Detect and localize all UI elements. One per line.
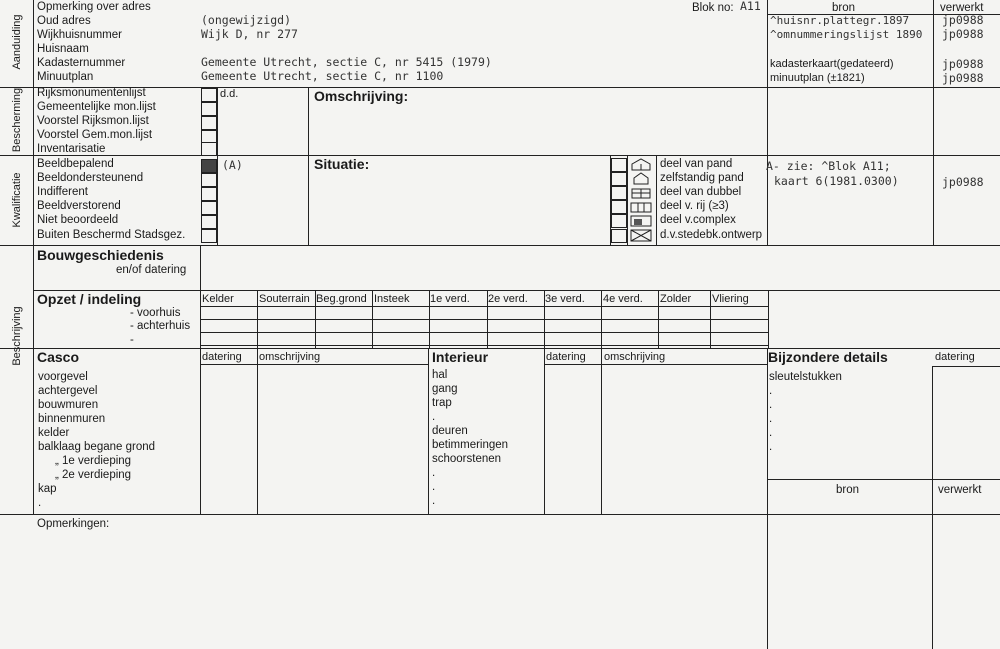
line-bijz-dat <box>932 366 933 649</box>
casco-item: „ 1e verdieping <box>55 455 132 467</box>
aanduiding-label: Huisnaam <box>37 43 89 55</box>
opzet-col-line <box>257 290 258 348</box>
casco-heading: Casco <box>37 349 80 365</box>
opzet-col-line <box>658 290 659 348</box>
aanduiding-label: Wijkhuisnummer <box>37 29 122 41</box>
bron-header: bron <box>832 2 856 14</box>
aanduiding-label: Kadasternummer <box>37 57 126 69</box>
opmerkingen-field[interactable] <box>33 534 763 644</box>
aanduiding-bron: minuutplan (±1821) <box>770 72 865 84</box>
line-omschr-left <box>308 87 309 245</box>
bescherming-label: Voorstel Rijksmon.lijst <box>37 115 149 127</box>
bouwgeschiedenis-heading: Bouwgeschiedenis <box>37 247 164 263</box>
casco-item: binnenmuren <box>38 413 106 425</box>
bescherming-label: Voorstel Gem.mon.lijst <box>37 129 153 141</box>
casco-item: bouwmuren <box>38 399 99 411</box>
aanduiding-label: Opmerking over adres <box>37 1 151 13</box>
dd-label: d.d. <box>220 88 239 100</box>
aanduiding-value: Wijk D, nr 277 <box>201 27 298 41</box>
bescherming-checkbox[interactable] <box>201 102 217 116</box>
line-casco-dat <box>200 348 201 514</box>
kwalificatie-bron: A- zie: ^Blok A11; <box>766 159 891 173</box>
deel-van-dubbel-icon <box>629 186 653 199</box>
bescherming-label: Rijksmonumentenlijst <box>37 87 146 99</box>
situatie-option: deel v. rij (≥3) <box>660 200 729 212</box>
kwalificatie-bron: kaart 6(1981.0300) <box>774 174 899 188</box>
opzet-column: Kelder <box>202 293 234 305</box>
zelfstandig-pand-icon <box>629 172 653 185</box>
casco-item: balklaag begane grond <box>38 441 156 453</box>
bescherming-checkbox[interactable] <box>201 88 217 102</box>
bescherming-checkbox[interactable] <box>201 116 217 130</box>
casco-datering-header: datering <box>202 351 242 363</box>
kwalificatie-label: Indifferent <box>37 186 88 198</box>
opzet-column: 2e verd. <box>488 293 528 305</box>
line-int-left <box>428 348 429 514</box>
interieur-item: trap <box>432 397 452 409</box>
deel-v-complex-icon <box>629 214 653 227</box>
kwalificatie-checkbox-checked[interactable] <box>201 159 217 173</box>
situatie-checkbox[interactable] <box>611 172 627 186</box>
line-sec3 <box>0 245 1000 246</box>
interieur-item: schoorstenen <box>432 453 502 465</box>
casco-item: voorgevel <box>38 371 88 383</box>
situatie-option: zelfstandig pand <box>660 172 744 184</box>
aanduiding-bron: ^omnummeringslijst 1890 <box>770 28 923 41</box>
kwalificatie-mark: (A) <box>222 158 243 172</box>
line-int-oms <box>601 348 602 514</box>
opzet-column: Souterrain <box>259 293 310 305</box>
deel-v-rij-icon <box>629 200 653 213</box>
bijzondere-item: . <box>769 427 773 439</box>
opzet-col-line <box>710 290 711 348</box>
line-opm-top <box>0 514 1000 515</box>
casco-item: „ 2e verdieping <box>55 469 132 481</box>
opzet-col-line <box>200 290 201 348</box>
aanduiding-label: Minuutplan <box>37 71 94 83</box>
interieur-datering-header: datering <box>546 351 586 363</box>
line-int-dat <box>544 348 545 514</box>
bijzondere-item: sleutelstukken <box>769 371 842 383</box>
situatie-option: d.v.stedebk.ontwerp <box>660 229 763 241</box>
interieur-item: . <box>432 495 436 507</box>
interieur-item: . <box>432 467 436 479</box>
interieur-item: deuren <box>432 425 468 437</box>
line-sit-mid <box>627 155 628 245</box>
aanduiding-value: Gemeente Utrecht, sectie C, nr 1100 <box>201 69 444 83</box>
opzet-row-label: - <box>130 334 134 346</box>
situatie-checkbox[interactable] <box>611 200 627 214</box>
casco-item: kelder <box>38 427 70 439</box>
situatie-option: deel v.complex <box>660 214 736 226</box>
bijzondere-datering-header: datering <box>935 351 975 363</box>
aanduiding-verwerkt: jp0988 <box>942 57 984 71</box>
opzet-column: Beg.grond <box>316 293 367 305</box>
line-opzet-r3 <box>200 345 768 346</box>
bijzondere-item: . <box>769 413 773 425</box>
aanduiding-bron: ^huisnr.plattegr.1897 <box>770 14 910 27</box>
aanduiding-label: Oud adres <box>37 15 91 27</box>
opzet-column: Zolder <box>660 293 692 305</box>
blok-label: Blok no: <box>692 2 734 14</box>
side-bescherming: Bescherming <box>11 87 23 153</box>
kwalificatie-checkbox[interactable] <box>201 187 217 201</box>
line-dd-left <box>217 87 218 245</box>
aanduiding-verwerkt: jp0988 <box>942 27 984 41</box>
kwalificatie-checkbox[interactable] <box>201 229 217 243</box>
line-opzet-r2 <box>200 332 768 333</box>
interieur-heading: Interieur <box>432 349 489 365</box>
line-verwerkt-mid <box>933 87 934 245</box>
bescherming-checkbox[interactable] <box>201 142 217 156</box>
bijzondere-heading: Bijzondere details <box>768 349 888 365</box>
opzet-row-label: - voorhuis <box>130 307 181 319</box>
kwalificatie-label: Buiten Beschermd Stadsgez. <box>37 229 186 241</box>
line-sec1 <box>0 87 1000 88</box>
kwalificatie-label: Beeldverstorend <box>37 200 121 212</box>
bijzondere-verwerkt-header: verwerkt <box>938 484 982 496</box>
deel-van-pand-icon <box>629 158 653 171</box>
interieur-omschrijving-header: omschrijving <box>604 351 666 363</box>
line-casco-hdr <box>200 364 428 365</box>
aanduiding-verwerkt: jp0988 <box>942 13 984 27</box>
interieur-item: betimmeringen <box>432 439 509 451</box>
casco-item: . <box>38 497 42 509</box>
bescherming-label: Gemeentelijke mon.lijst <box>37 101 156 113</box>
line-bijz-bron <box>767 479 1000 480</box>
d-v-stedebk-ontwerp-icon <box>629 229 653 242</box>
opzet-column: Insteek <box>374 293 410 305</box>
opzet-column: 4e verd. <box>603 293 643 305</box>
interieur-item: . <box>432 411 436 423</box>
line-bron-left-top <box>767 0 768 88</box>
aanduiding-value: Gemeente Utrecht, sectie C, nr 5415 (1979) <box>201 55 492 69</box>
opzet-column: 1e verd. <box>430 293 470 305</box>
kwalificatie-checkbox[interactable] <box>201 173 217 187</box>
kwalificatie-label: Beeldondersteunend <box>37 172 144 184</box>
kwalificatie-label: Beeldbepalend <box>37 158 114 170</box>
datering-label: en/of datering <box>116 264 187 276</box>
line-casco-oms <box>257 348 258 514</box>
aanduiding-verwerkt: jp0988 <box>942 71 984 85</box>
situatie-option: deel van dubbel <box>660 186 742 198</box>
bijzondere-item: . <box>769 441 773 453</box>
casco-item: kap <box>38 483 57 495</box>
side-kwalificatie: Kwalificatie <box>11 172 23 228</box>
side-aanduiding: Aanduiding <box>11 14 23 70</box>
situatie-checkbox[interactable] <box>611 229 627 243</box>
aanduiding-bron: kadasterkaart(gedateerd) <box>770 58 894 70</box>
line-left-margin <box>33 0 34 514</box>
blok-value: A11 <box>740 0 761 13</box>
bijzondere-item: . <box>769 399 773 411</box>
kwalificatie-checkbox[interactable] <box>201 201 217 215</box>
line-bouw-label <box>200 245 201 290</box>
kwalificatie-label: Niet beoordeeld <box>37 214 119 226</box>
interieur-item: gang <box>432 383 458 395</box>
situatie-checkbox[interactable] <box>611 214 627 228</box>
line-opzet-top <box>33 290 1000 291</box>
opzet-column: Vliering <box>712 293 749 305</box>
line-opzet-hdr <box>200 306 768 307</box>
opzet-col-line <box>601 290 602 348</box>
verwerkt-header: verwerkt <box>940 2 984 14</box>
interieur-item: hal <box>432 369 448 381</box>
opzet-col-line <box>372 290 373 348</box>
bijzondere-bron-header: bron <box>836 484 860 496</box>
line-verwerkt-left-top <box>933 0 934 88</box>
side-beschrijving: Beschrijving <box>11 306 23 366</box>
interieur-item: . <box>432 481 436 493</box>
kwalificatie-checkbox[interactable] <box>201 215 217 229</box>
omschrijving-label: Omschrijving: <box>314 88 409 104</box>
opzet-heading: Opzet / indeling <box>37 291 142 307</box>
kwalificatie-verwerkt: jp0988 <box>942 175 984 189</box>
opzet-col-line <box>768 290 769 348</box>
situatie-checkbox[interactable] <box>611 158 627 172</box>
line-bijz-left <box>767 348 768 649</box>
casco-item: achtergevel <box>38 385 98 397</box>
line-sit-right <box>656 155 657 245</box>
casco-omschrijving-header: omschrijving <box>259 351 321 363</box>
opzet-column: 3e verd. <box>545 293 585 305</box>
opzet-row-label: - achterhuis <box>130 320 191 332</box>
bijzondere-item: . <box>769 385 773 397</box>
aanduiding-value: (ongewijzigd) <box>201 13 292 27</box>
situatie-label: Situatie: <box>314 156 370 172</box>
bescherming-label: Inventarisatie <box>37 143 106 155</box>
line-opzet-r1 <box>200 319 768 320</box>
situatie-checkbox[interactable] <box>611 186 627 200</box>
line-int-hdr <box>544 364 768 365</box>
opmerkingen-label: Opmerkingen: <box>37 518 110 530</box>
situatie-option: deel van pand <box>660 158 733 170</box>
line-bijz-hdr <box>932 366 1000 367</box>
line-sec2 <box>0 155 1000 156</box>
